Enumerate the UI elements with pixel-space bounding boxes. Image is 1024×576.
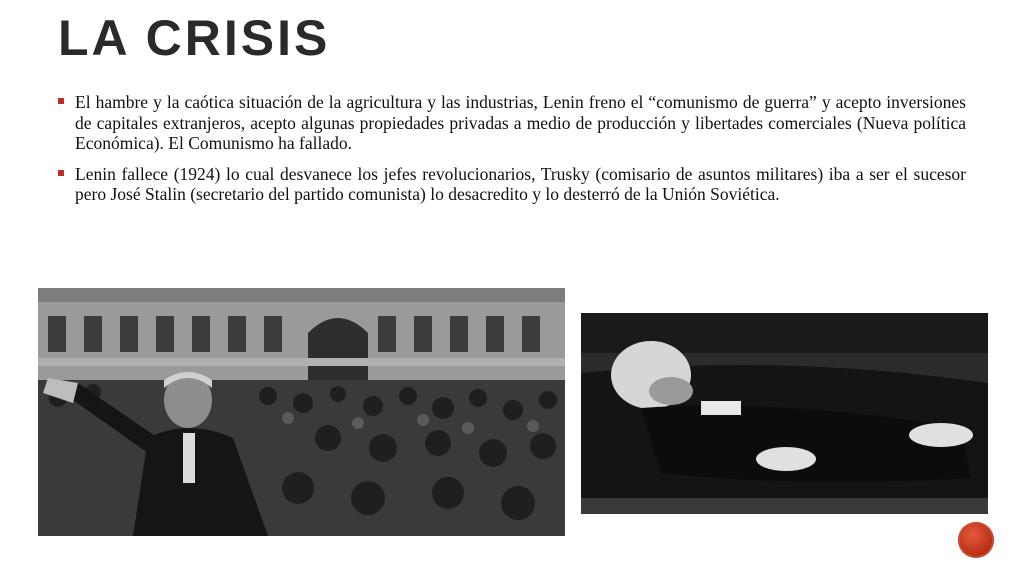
bullet-list — [58, 92, 966, 215]
crowd-speech-photo — [38, 288, 565, 536]
bullet-item — [58, 164, 966, 205]
bullet-item — [58, 92, 966, 154]
lying-in-state-photo — [581, 313, 988, 514]
bullet-text: Lenin fallece (1924) lo cual desvanece los jefes revolucionarios, Trusky (comisario de asuntos militares) iba a ser el sucesor pero José Stalin (secretario del partido comunista) lo desacredito y lo desterró de la Unión Soviética. — [75, 163, 966, 204]
square-bullet-icon — [58, 98, 64, 104]
slide-title: LA CRISIS — [58, 10, 331, 66]
slide-number-circle-icon — [958, 522, 994, 558]
square-bullet-icon — [58, 170, 64, 176]
slide-nav-button[interactable] — [958, 522, 994, 558]
bullet-text: El hambre y la caótica situación de la agricultura y las industrias, Lenin freno el “comunismo de guerra” y acepto inversiones de capitales extranjeros, acepto algunas propiedades privadas a medio de producción y libertades comerciales (Nueva política Económica). El Comunismo ha fallado. — [75, 92, 966, 153]
